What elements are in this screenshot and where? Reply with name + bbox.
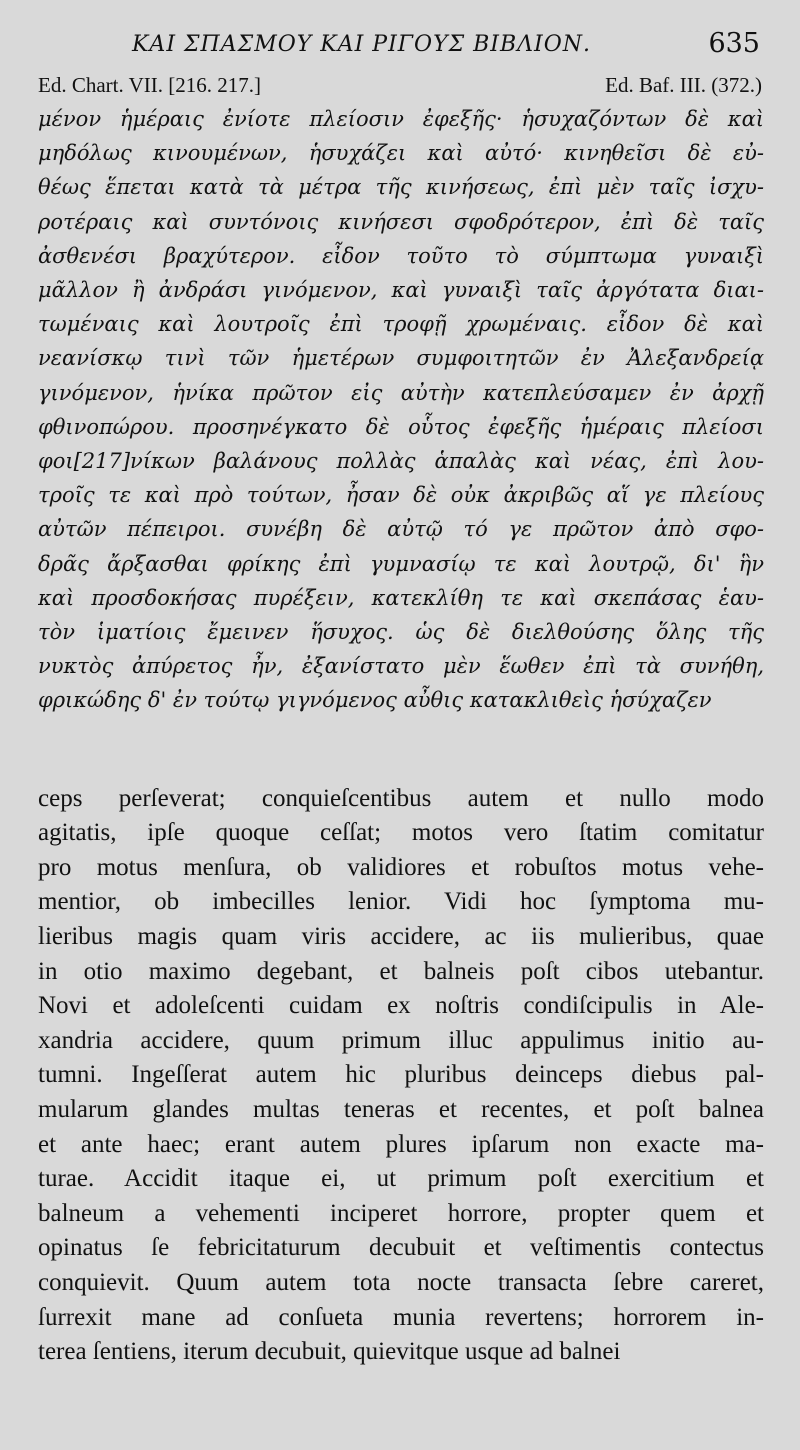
greek-text-line: τροῖς τε καὶ πρὸ τούτων, ἦσαν δὲ οὐκ ἀκριβῶς αἵ γε πλείους: [38, 483, 764, 508]
latin-text-line: ceps perſeverat; conquieſcentibus autem et nullo modo: [38, 784, 764, 812]
running-head: [38, 26, 764, 70]
latin-text-line: balneum a vehementi inciperet horrore, propter quem et: [38, 1199, 764, 1227]
greek-text-line: αὐτῶν πέπειροι. συνέβη δὲ αὐτῷ τό γε πρῶτον ἀπὸ σφο-: [38, 517, 764, 542]
latin-text-line: turae. Accidit itaque ei, ut primum poſt exercitium et: [38, 1165, 764, 1193]
edition-references: [38, 70, 764, 100]
greek-text-block: [38, 102, 764, 718]
greek-text-line: μηδόλως κινουμένων, ἡσυχάζει καὶ αὐτό· κινηθεῖσι δὲ εὐ-: [38, 141, 764, 166]
greek-text-line: καὶ προσδοκήσας πυρέξειν, κατεκλίθη τε καὶ σκεπάσας ἑαυ-: [38, 585, 764, 610]
chartier-edition-reference: Ed. Chart. VII. [216. 217.]: [38, 73, 261, 97]
greek-text-line: τὸν ἱματίοις ἔμεινεν ἥσυχος. ὡς δὲ διελθούσης ὅλης τῆς: [38, 620, 764, 645]
greek-text-line: μένον ἡμέραις ἐνίοτε πλείοσιν ἐφεξῆς· ἡσυχαζόντων δὲ καὶ: [38, 107, 764, 131]
page-number: 635: [708, 28, 760, 59]
greek-text-line: νεανίσκῳ τινὶ τῶν ἡμετέρων συμφοιτητῶν ἐν Ἀλεξανδρείᾳ: [38, 346, 764, 371]
latin-text-line: mentior, ob imbecilles lenior. Vidi hoc ſymptoma mu-: [38, 888, 764, 916]
greek-text-line: θέως ἕπεται κατὰ τὰ μέτρα τῆς κινήσεως, ἐπὶ μὲν ταῖς ἰσχυ-: [38, 175, 764, 200]
greek-text-line: γινόμενον, ἡνίκα πρῶτον εἰς αὐτὴν κατεπλεύσαμεν ἐν ἀρχῇ: [38, 380, 764, 405]
greek-text-line: τωμέναις καὶ λουτροῖς ἐπὶ τροφῇ χρωμέναις. εἶδον δὲ καὶ: [38, 312, 764, 337]
latin-text-line: lieribus magis quam viris accidere, ac iis mulieribus, quae: [38, 923, 764, 951]
latin-text-line: terea ſentiens, iterum decubuit, quievitque usque ad balnei: [38, 1338, 621, 1366]
latin-text-line: opinatus ſe febricitaturum decubuit et veſtimentis contectus: [38, 1234, 764, 1262]
latin-text-line: in otio maximo degebant, et balneis poſt cibos utebantur.: [38, 957, 764, 985]
latin-text-line: mularum glandes multas teneras et recentes, et poſt balnea: [38, 1096, 764, 1123]
greek-text-line: φθινοπώρου. προσηνέγκατο δὲ οὗτος ἐφεξῆς ἡμέραις πλείοσι: [38, 414, 764, 439]
basel-edition-reference: Ed. Baf. III. (372.): [605, 73, 762, 97]
latin-text-line: xandria accidere, quum primum illuc appulimus initio au-: [38, 1026, 764, 1054]
greek-text-line: φοι[217]νίκων βαλάνους πολλὰς ἁπαλὰς καὶ νέας, ἐπὶ λου-: [38, 449, 764, 474]
greek-text-line: μᾶλλον ἢ ἀνδράσι γινόμενον, καὶ γυναιξὶ ταῖς ἀργότατα διαι-: [38, 278, 764, 303]
greek-text-line: νυκτὸς ἀπύρετος ἦν, ἐξανίστατο μὲν ἕωθεν ἐπὶ τὰ συνήθη,: [38, 654, 764, 679]
latin-text-line: ſurrexit mane ad conſueta munia revertens; horrorem in-: [38, 1303, 764, 1331]
greek-text-line: ροτέραις καὶ συντόνοις κινήσεσι σφοδρότερον, ἐπὶ δὲ ταῖς: [38, 209, 764, 234]
latin-text-line: pro motus menſura, ob validiores et robuſtos motus vehe-: [38, 853, 764, 881]
latin-text-line: agitatis, ipſe quoque ceſſat; motos vero ſtatim comitatur: [38, 819, 764, 847]
latin-text-line: Novi et adoleſcenti cuidam ex noſtris condiſcipulis in Ale-: [38, 992, 764, 1020]
latin-text-line: conquievit. Quum autem tota nocte transacta ſebre careret,: [38, 1268, 764, 1296]
greek-text-line: ἀσθενέσι βραχύτερον. εἶδον τοῦτο τὸ σύμπτωμα γυναιξὶ: [38, 243, 764, 268]
latin-text-line: et ante haec; erant autem plures ipſarum non exacte ma-: [38, 1130, 764, 1158]
greek-text-line: δρᾶς ἄρξασθαι φρίκης ἐπὶ γυμνασίῳ τε καὶ λουτρῷ, δι' ἣν: [38, 551, 764, 576]
running-title: ΚΑΙ ΣΠΑΣΜΟΥ ΚΑΙ ΡΙΓΟΥΣ ΒΙΒΛΙΟΝ.: [132, 32, 592, 57]
latin-text-block: [38, 782, 764, 1370]
latin-text-line: tumni. Ingeſſerat autem hic pluribus deinceps diebus pal-: [38, 1061, 764, 1089]
greek-text-line: φρικώδης δ' ἐν τούτῳ γιγνόμενος αὖθις κατακλιθεὶς ἡσύχαζεν: [38, 688, 712, 713]
